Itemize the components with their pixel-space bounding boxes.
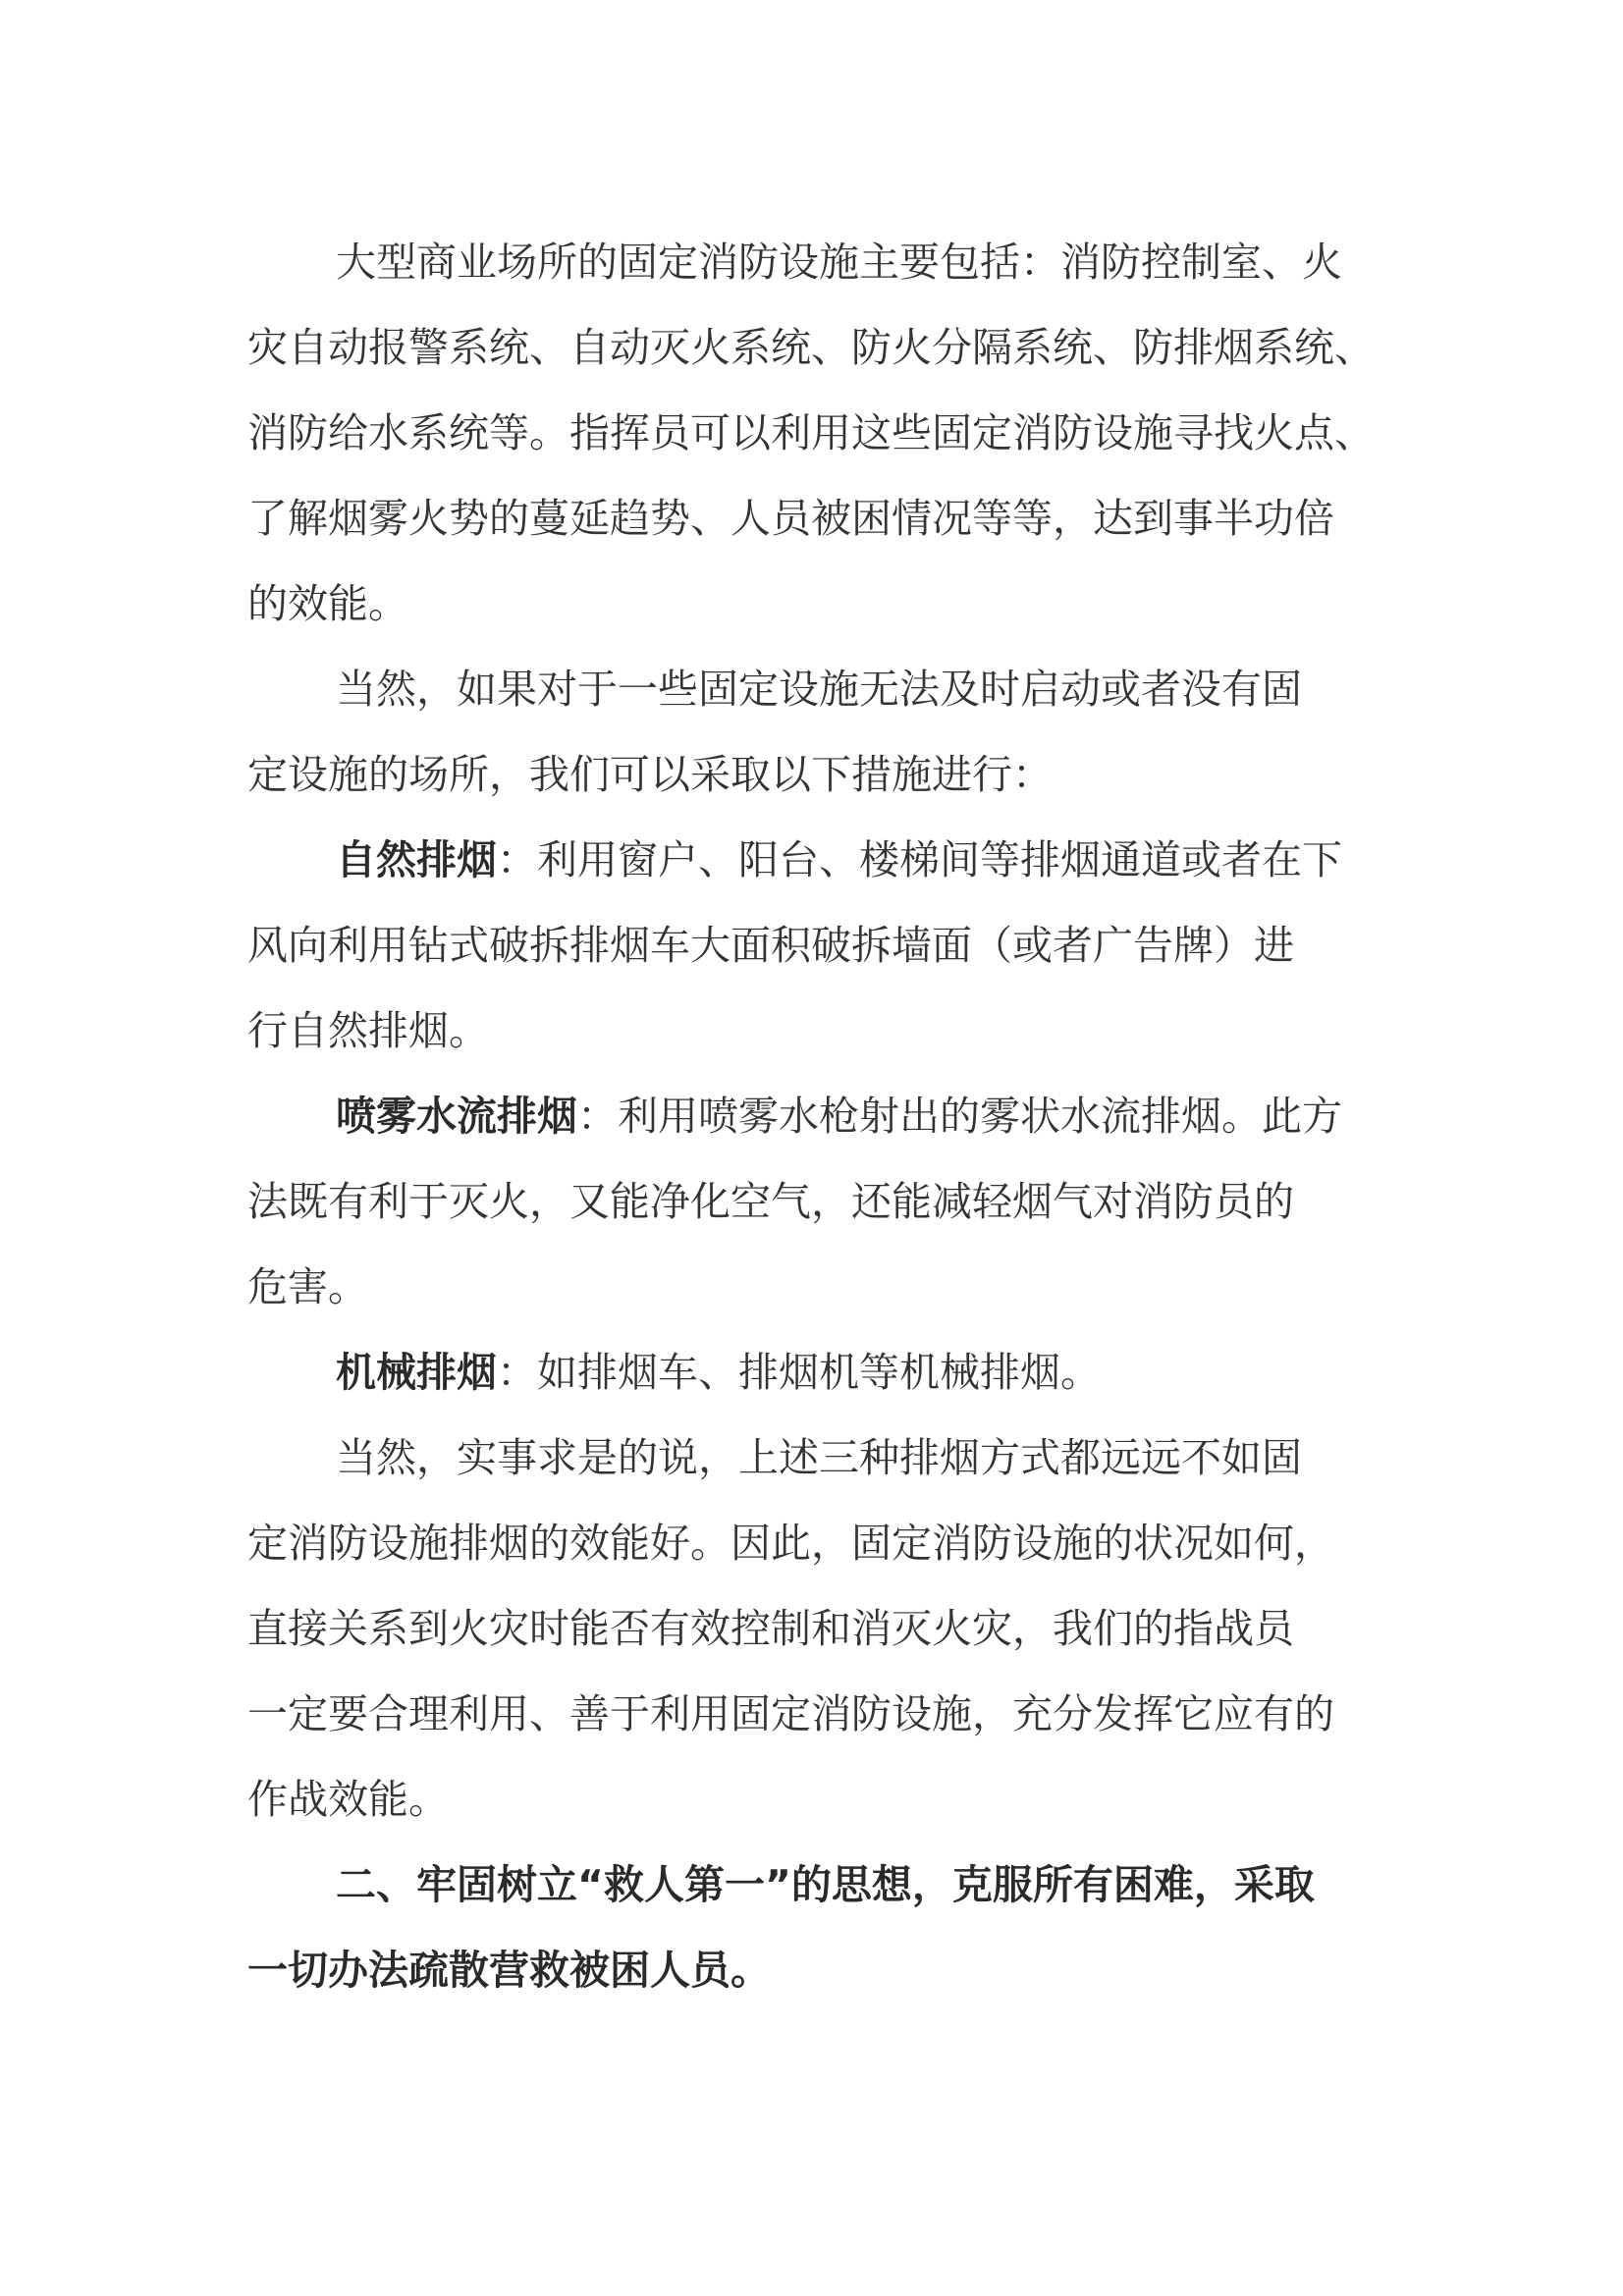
text-line: 定消防设施排烟的效能好。因此，固定消防设施的状况如何， bbox=[247, 1520, 1334, 1567]
text-line: 定设施的场所，我们可以采取以下措施进行： bbox=[247, 751, 1053, 798]
text-line bbox=[247, 818, 1396, 903]
text-line: 法既有利于灭火，又能净化空气，还能减轻烟气对消防员的 bbox=[247, 1178, 1294, 1225]
text-span: ：利用窗户、阳台、楼梯间等排烟通道或者在下 bbox=[497, 836, 1342, 883]
paragraph-natural-smoke-exhaust bbox=[247, 818, 1396, 1074]
text-span: ：利用喷雾水枪射出的雾状水流排烟。此方 bbox=[577, 1093, 1342, 1140]
text-line: 作战效能。 bbox=[247, 1776, 449, 1823]
text-line: 直接关系到火灾时能否有效控制和消灭火灾，我们的指战员 bbox=[247, 1605, 1294, 1652]
paragraph-facilities bbox=[247, 220, 1396, 647]
text-line: 了解烟雾火势的蔓延趋势、人员被困情况等等，达到事半功倍 bbox=[247, 495, 1334, 542]
text-line bbox=[247, 1330, 1396, 1415]
paragraph-alternatives bbox=[247, 647, 1396, 818]
bold-term: 喷雾水流排烟 bbox=[336, 1093, 577, 1140]
paragraph-spray-smoke-exhaust bbox=[247, 1074, 1396, 1330]
bold-term: 自然排烟 bbox=[336, 836, 497, 883]
text-span: ：如排烟车、排烟机等机械排烟。 bbox=[497, 1349, 1101, 1396]
text-line: 当然，实事求是的说，上述三种排烟方式都远远不如固 bbox=[336, 1434, 1302, 1481]
text-line: 的效能。 bbox=[247, 580, 408, 627]
text-line bbox=[247, 1074, 1396, 1159]
paragraph-mechanical-smoke-exhaust bbox=[247, 1330, 1396, 1415]
text-line: 风向利用钻式破拆排烟车大面积破拆墙面（或者广告牌）进 bbox=[247, 922, 1294, 969]
text-line: 当然，如果对于一些固定设施无法及时启动或者没有固 bbox=[336, 666, 1302, 713]
text-line: 消防给水系统等。指挥员可以利用这些固定消防设施寻找火点、 bbox=[247, 409, 1375, 456]
document-page bbox=[247, 220, 1396, 2013]
text-line: 行自然排烟。 bbox=[247, 1007, 489, 1054]
text-line: 危害。 bbox=[247, 1263, 368, 1310]
text-line: 灾自动报警系统、自动灭火系统、防火分隔系统、防排烟系统、 bbox=[247, 324, 1375, 371]
text-line: 一定要合理利用、善于利用固定消防设施，充分发挥它应有的 bbox=[247, 1690, 1334, 1737]
paragraph-conclusion bbox=[247, 1415, 1396, 1842]
heading-line: 一切办法疏散营救被困人员。 bbox=[247, 1947, 771, 1994]
bold-term: 机械排烟 bbox=[336, 1349, 497, 1396]
heading-line: 二、牢固树立“救人第一”的思想，克服所有困难，采取 bbox=[336, 1861, 1315, 1908]
section-heading bbox=[247, 1842, 1396, 2013]
text-line: 大型商业场所的固定消防设施主要包括：消防控制室、火 bbox=[336, 239, 1342, 286]
